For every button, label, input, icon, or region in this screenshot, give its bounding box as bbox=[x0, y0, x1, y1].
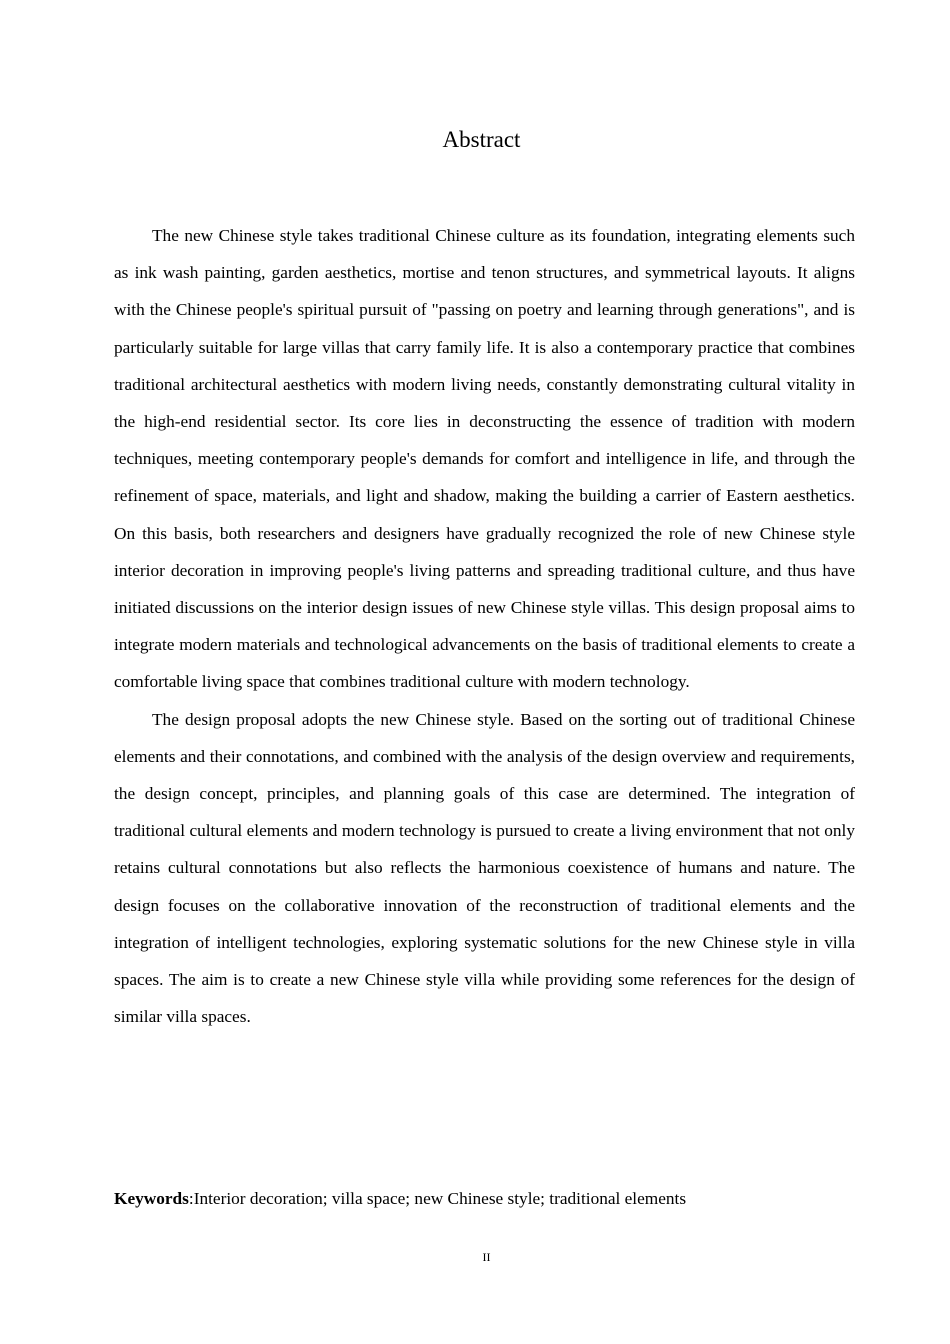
abstract-paragraph-2: The design proposal adopts the new Chinese style. Based on the sorting out of traditional Chinese elements and their connotations, and combined with the analysis of the design overview and requirements, the design concept, principles, and planning goals of this case are determined. The integration of traditional cultural elements and modern technology is pursued to create a living environment that not only retains cultural connotations but also reflects the harmonious coexistence of humans and nature. The design focuses on the collaborative innovation of the reconstruction of traditional elements and the integration of intelligent technologies, exploring systematic solutions for the new Chinese style in villa spaces. The aim is to create a new Chinese style villa while providing some references for the design of similar villa spaces. bbox=[114, 709, 855, 1027]
abstract-paragraph-1: The new Chinese style takes traditional Chinese culture as its foundation, integrating elements such as ink wash painting, garden aesthetics, mortise and tenon structures, and symmetrical layouts. It aligns with the Chinese people's spiritual pursuit of "passing on poetry and learning through generations", and is particularly suitable for large villas that carry family life. It is also a contemporary practice that combines traditional architectural aesthetics with modern living needs, constantly demonstrating cultural vitality in the high-end residential sector. Its core lies in deconstructing the essence of tradition with modern techniques, meeting contemporary people's demands for comfort and intelligence in life, and through the refinement of space, materials, and light and shadow, making the building a carrier of Eastern aesthetics. On this basis, both researchers and designers have gradually recognized the role of new Chinese style interior decoration in improving people's living patterns and spreading traditional culture, and thus have initiated discussions on the interior design issues of new Chinese style villas. This design proposal aims to integrate modern materials and technological advancements on the basis of traditional elements to create a comfortable living space that combines traditional culture with modern technology. bbox=[114, 226, 855, 692]
abstract-title: Abstract bbox=[442, 127, 521, 152]
keywords-line bbox=[114, 1185, 855, 1213]
page-number: II bbox=[482, 1250, 491, 1264]
keywords-separator: : bbox=[188, 1189, 194, 1208]
keywords-label: Keywords bbox=[114, 1189, 189, 1208]
keywords-text: Interior decoration; villa space; new Chinese style; traditional elements bbox=[193, 1189, 687, 1208]
abstract-body bbox=[114, 217, 855, 1035]
